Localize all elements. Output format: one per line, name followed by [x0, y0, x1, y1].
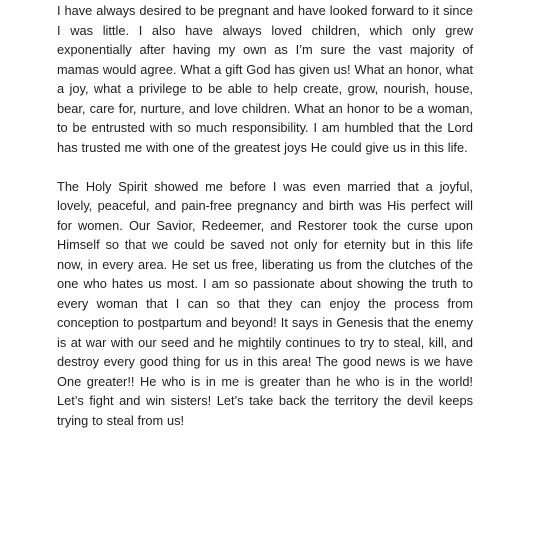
document-body — [57, 1, 473, 430]
paragraph-2: The Holy Spirit showed me before I was even married that a joyful, lovely, peaceful, and pain-free pregnancy and birth was His perfect will for women. Our Savior, Redeemer, and Restorer took the curse upon Himself so that we could be saved not only for eternity but in this life now, in every area. He set us free, liberating us from the clutches of the one who hates us most. I am so passionate about showing the truth to every woman that I can so that they can enjoy the process from conception to postpartum and beyond! It says in Genesis that the enemy is at war with our seed and he mightily continues to try to steal, kill, and destroy every good thing for us in this area! The good news is we have One greater!! He who is in me is greater than he who is in the world! Let’s fight and win sisters! Let’s take back the territory the devil keeps trying to steal from us! — [57, 178, 473, 428]
paragraph-1: I have always desired to be pregnant and have looked forward to it since I was little. I also have always loved children, which only grew exponentially after having my own as I’m sure the vast majority of mamas would agree. What a gift God has given us! What an honor, what a joy, what a privilege to be able to help create, grow, nourish, house, bear, care for, nurture, and love children. What an honor to be a woman, to be entrusted with so much responsibility. I am humbled that the Lord has trusted me with one of the greatest joys He could give us in this life. — [57, 3, 473, 155]
